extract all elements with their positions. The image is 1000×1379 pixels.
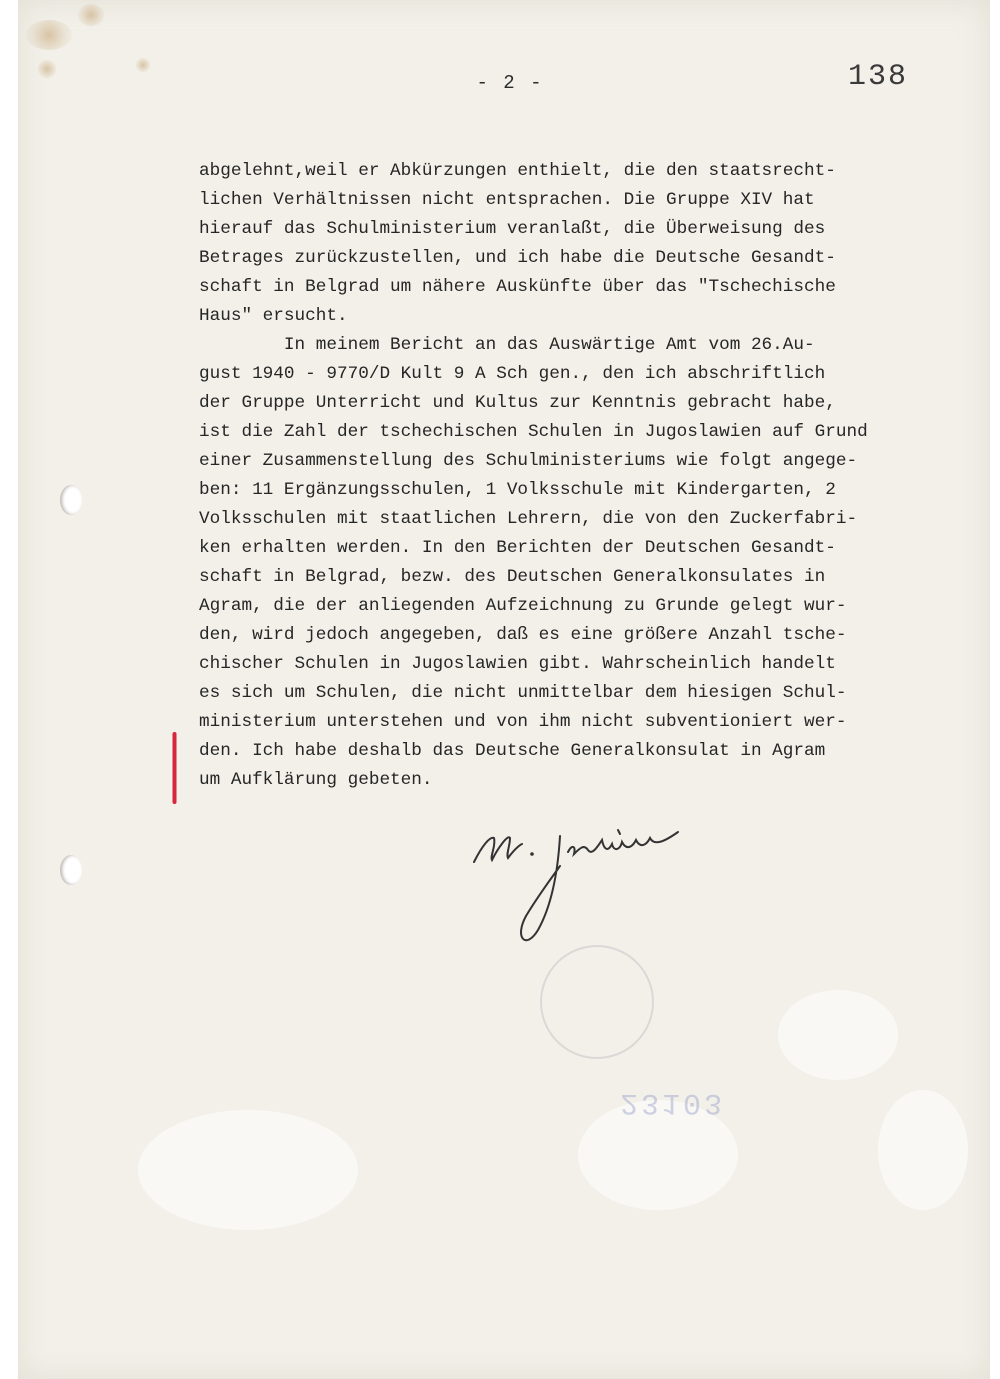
stamp-number: 23103 — [620, 1085, 726, 1119]
text-line: der Gruppe Unterricht und Kultus zur Kenntnis gebracht habe, — [199, 393, 836, 413]
text-line: den. Ich habe deshalb das Deutsche Generalkonsulat in Agram — [199, 741, 826, 761]
paper-blemish — [138, 1110, 358, 1230]
text-line: es sich um Schulen, die nicht unmittelbar dem hiesigen Schul- — [199, 683, 847, 703]
text-line: ben: 11 Ergänzungsschulen, 1 Volksschule mit Kindergarten, 2 — [199, 480, 836, 500]
text-line: schaft in Belgrad, bezw. des Deutschen Generalkonsulates in — [199, 567, 826, 587]
letter-body — [199, 157, 969, 795]
stain-mark — [78, 4, 104, 26]
stain-mark — [38, 60, 56, 78]
text-line: Betrages zurückzustellen, und ich habe die Deutsche Gesandt- — [199, 248, 836, 268]
punch-hole — [60, 485, 82, 515]
stain-mark — [136, 58, 150, 72]
text-line: lichen Verhältnissen nicht entsprachen. Die Gruppe XIV hat — [199, 190, 815, 210]
paper-blemish — [878, 1090, 968, 1210]
page-number: - 2 - — [476, 72, 544, 94]
text-line: ken erhalten werden. In den Berichten der Deutschen Gesandt- — [199, 538, 836, 558]
text-line: ist die Zahl der tschechischen Schulen in Jugoslawien auf Grund — [199, 422, 868, 442]
text-line: Haus" ersucht. — [199, 306, 348, 326]
faint-stamp — [540, 945, 654, 1059]
handwritten-signature — [468, 810, 738, 960]
text-line: gust 1940 - 9770/D Kult 9 A Sch gen., den ich abschriftlich — [199, 364, 826, 384]
text-line: den, wird jedoch angegeben, daß es eine größere Anzahl tsche- — [199, 625, 847, 645]
text-line: schaft in Belgrad um nähere Auskünfte über das "Tschechische — [199, 277, 836, 297]
text-line: Volksschulen mit staatlichen Lehrern, die von den Zuckerfabri- — [199, 509, 858, 529]
text-line: ministerium unterstehen und von ihm nicht subventioniert wer- — [199, 712, 847, 732]
text-line: chischer Schulen in Jugoslawien gibt. Wahrscheinlich handelt — [199, 654, 836, 674]
text-line: Agram, die der anliegenden Aufzeichnung zu Grunde gelegt wur- — [199, 596, 847, 616]
stain-mark — [26, 20, 72, 50]
text-line: einer Zusammenstellung des Schulministeriums wie folgt angege- — [199, 451, 858, 471]
punch-hole — [60, 855, 82, 885]
text-line: abgelehnt,weil er Abkürzungen enthielt, die den staatsrecht- — [199, 161, 836, 181]
text-line: In meinem Bericht an das Auswärtige Amt vom 26.Au- — [199, 335, 815, 355]
red-margin-mark — [172, 732, 177, 804]
paper-blemish — [778, 990, 898, 1080]
text-line: um Aufklärung gebeten. — [199, 770, 433, 790]
folio-number: 138 — [848, 60, 909, 94]
text-line: hierauf das Schulministerium veranlaßt, die Überweisung des — [199, 219, 826, 239]
